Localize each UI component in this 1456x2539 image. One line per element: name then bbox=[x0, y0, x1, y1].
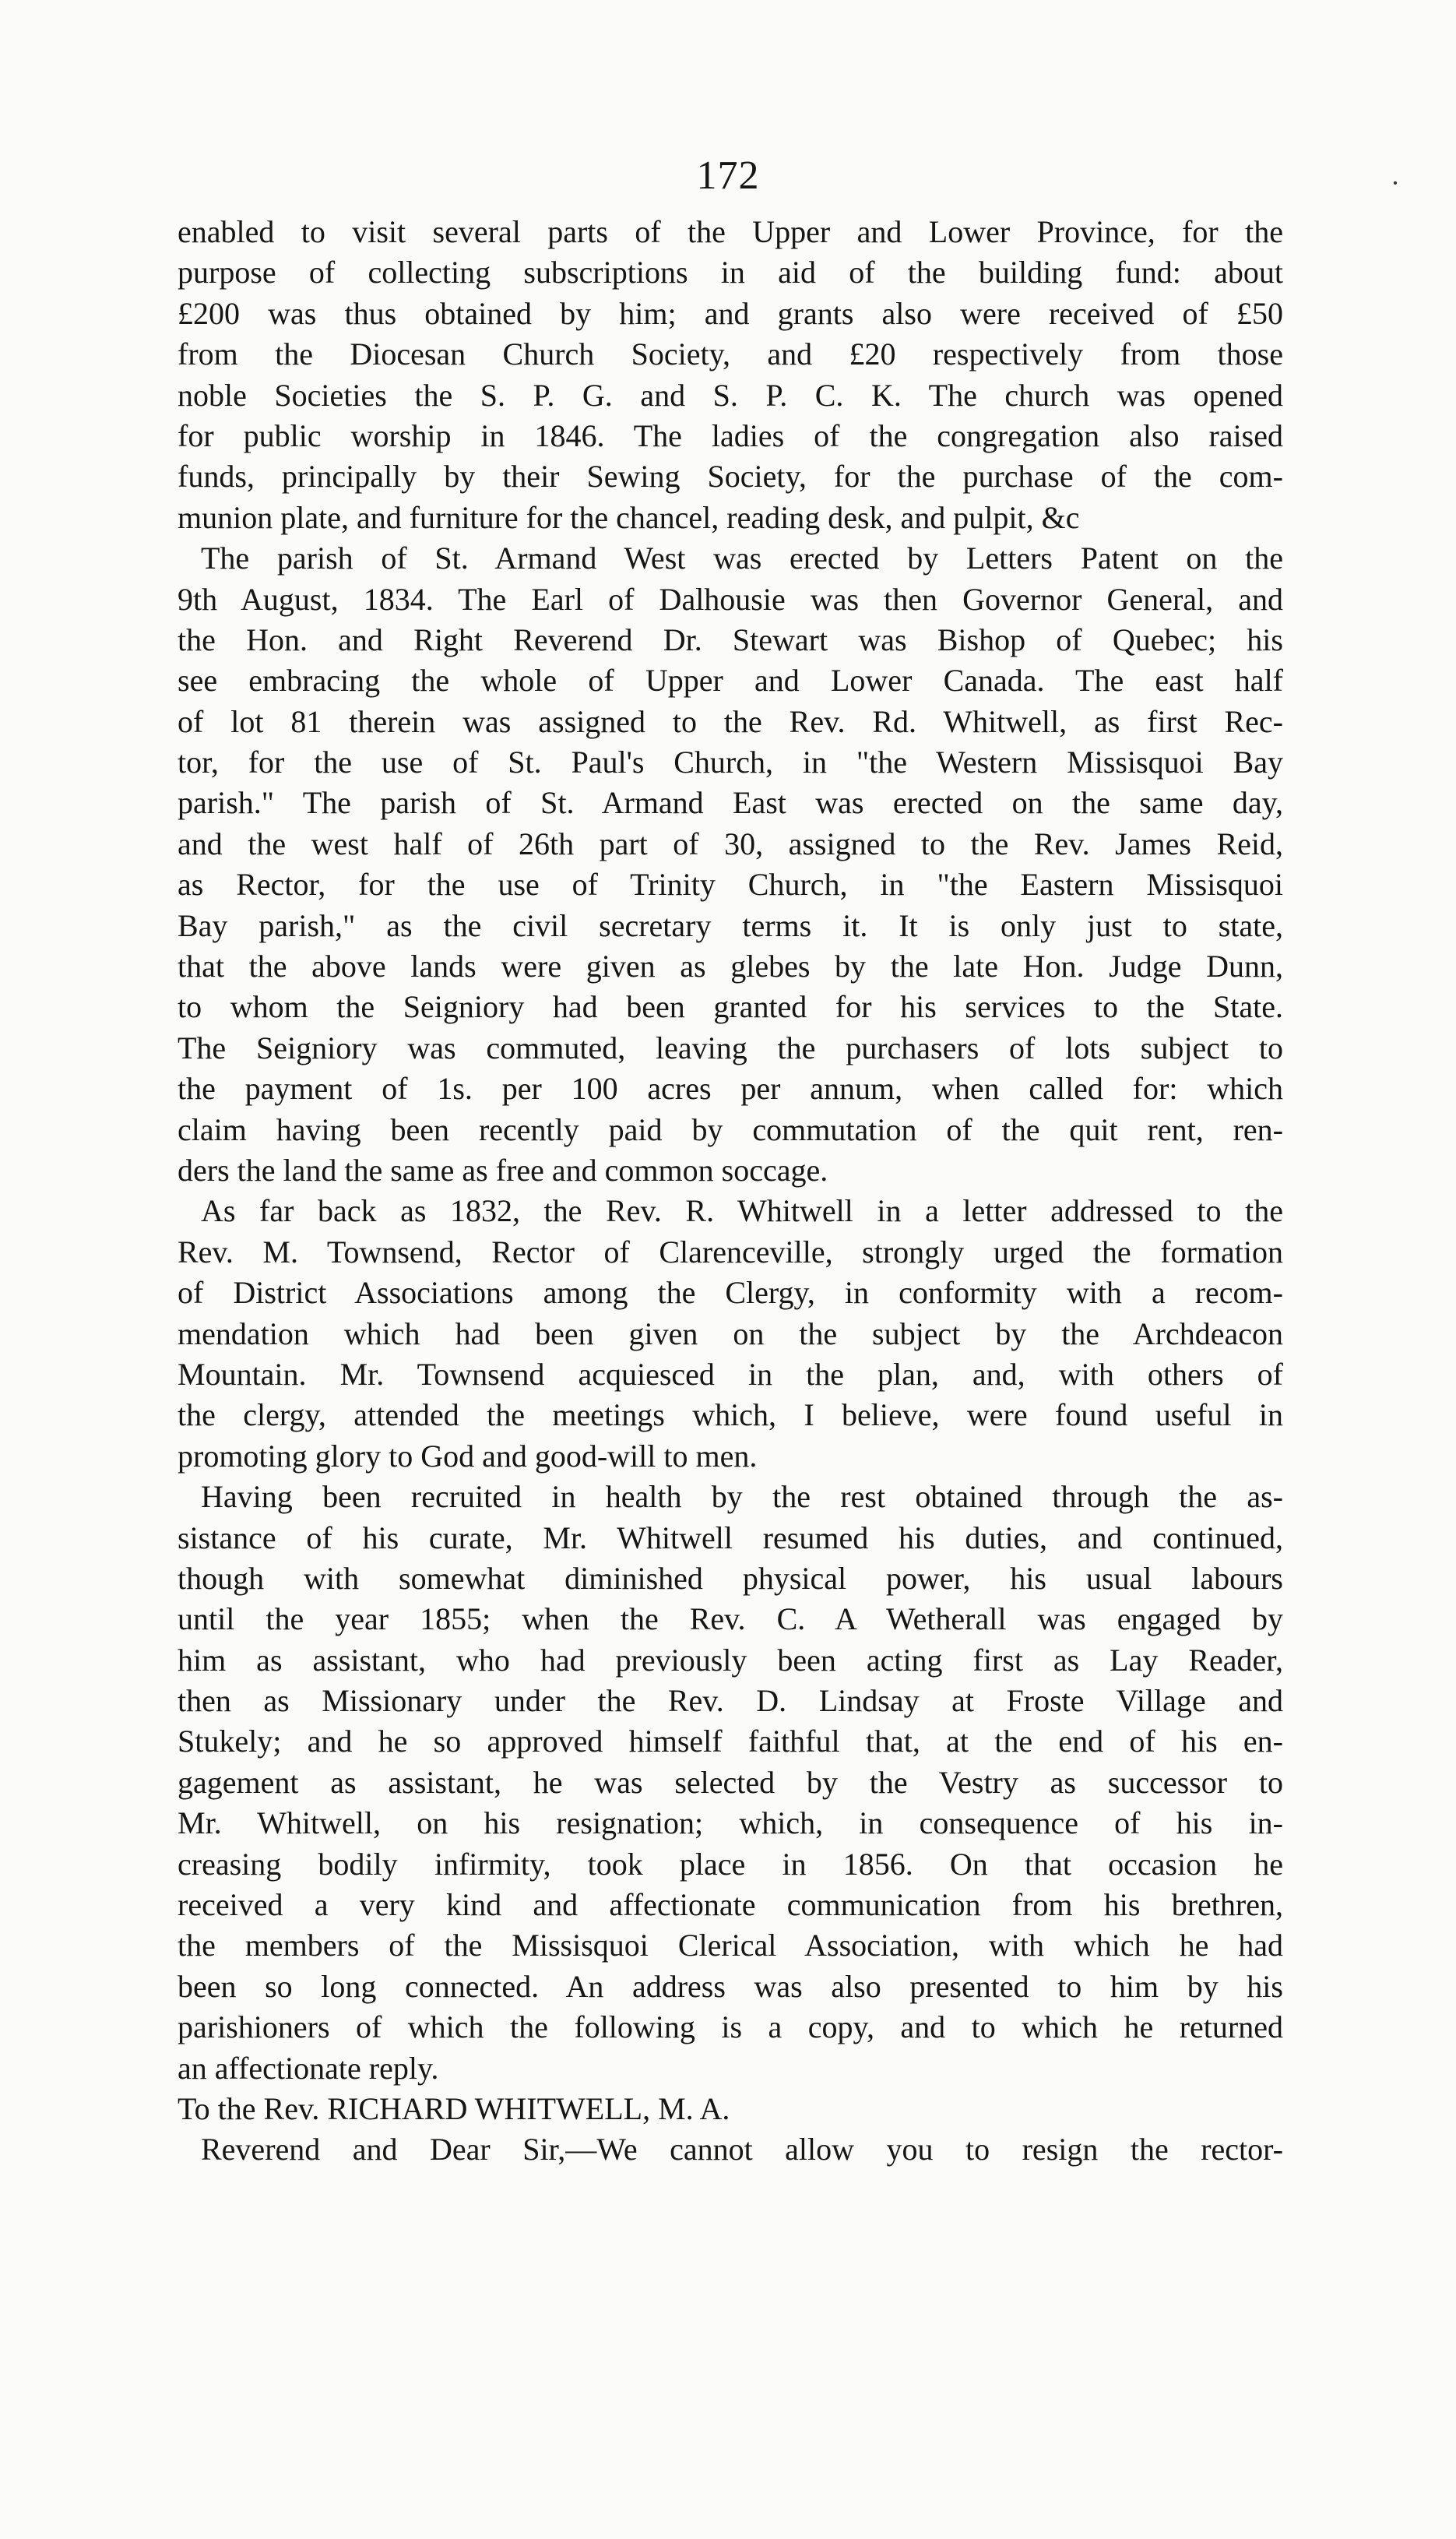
text-line: Reverend and Dear Sir,—We cannot allow you to resign the rector- bbox=[201, 2132, 1283, 2167]
text-line: Having been recruited in health by the rest obtained through the as- bbox=[201, 1479, 1283, 1515]
text-line: Rev. M. Townsend, Rector of Clarenceville, strongly urged the formation bbox=[178, 1234, 1283, 1270]
text-line: for public worship in 1846. The ladies of the congregation also raised bbox=[178, 417, 1283, 453]
page-number: 172 bbox=[696, 153, 760, 198]
text-line: claim having been recently paid by commutation of the quit rent, ren- bbox=[178, 1111, 1283, 1147]
text-line: As far back as 1832, the Rev. R. Whitwell in a letter addressed to the bbox=[201, 1193, 1283, 1229]
text-line: To the Rev. RICHARD WHITWELL, M. A. bbox=[178, 2090, 730, 2126]
margin-speck: · bbox=[1391, 167, 1400, 199]
text-line: an affectionate reply. bbox=[178, 2050, 439, 2086]
text-line: mendation which had been given on the subject by the Archdeacon bbox=[178, 1315, 1283, 1351]
text-line: noble Societies the S. P. G. and S. P. C. K. The church was opened bbox=[178, 377, 1283, 413]
text-line: enabled to visit several parts of the Upper and Lower Province, for the bbox=[178, 214, 1283, 249]
text-line: though with somewhat diminished physical power, his usual labours bbox=[178, 1560, 1283, 1596]
text-line: the Hon. and Right Reverend Dr. Stewart was Bishop of Quebec; his bbox=[178, 622, 1283, 657]
text-line: purpose of collecting subscriptions in aid of the building fund: about bbox=[178, 255, 1283, 291]
text-line: 9th August, 1834. The Earl of Dalhousie was then Governor General, and bbox=[178, 581, 1283, 617]
text-line: until the year 1855; when the Rev. C. A Wetherall was engaged by bbox=[178, 1601, 1283, 1637]
text-line: him as assistant, who had previously been acting first as Lay Reader, bbox=[178, 1642, 1283, 1678]
text-line: Mr. Whitwell, on his resignation; which, in consequence of his in- bbox=[178, 1805, 1283, 1841]
text-line: the payment of 1s. per 100 acres per annum, when called for: which bbox=[178, 1071, 1283, 1107]
text-line: and the west half of 26th part of 30, assigned to the Rev. James Reid, bbox=[178, 826, 1283, 861]
text-line: funds, principally by their Sewing Society, for the purchase of the com- bbox=[178, 459, 1283, 495]
text-line: as Rector, for the use of Trinity Church, in "the Eastern Missisquoi bbox=[178, 867, 1283, 903]
text-line: sistance of his curate, Mr. Whitwell resumed his duties, and continued, bbox=[178, 1520, 1283, 1555]
text-line: Bay parish," as the civil secretary terms it. It is only just to state, bbox=[178, 907, 1283, 943]
text-line: Mountain. Mr. Townsend acquiesced in the plan, and, with others of bbox=[178, 1356, 1283, 1392]
text-line: parishioners of which the following is a copy, and to which he returned bbox=[178, 2009, 1283, 2045]
text-line: that the above lands were given as glebes by the late Hon. Judge Dunn, bbox=[178, 949, 1283, 984]
text-line: ders the land the same as free and common soccage. bbox=[178, 1152, 828, 1188]
text-line: Stukely; and he so approved himself faithful that, at the end of his en- bbox=[178, 1724, 1283, 1759]
text-line: received a very kind and affectionate communication from his brethren, bbox=[178, 1887, 1283, 1923]
text-line: munion plate, and furniture for the chancel, reading desk, and pulpit, &c bbox=[178, 499, 1080, 535]
text-line: from the Diocesan Church Society, and £20 respectively from those bbox=[178, 336, 1283, 372]
text-line: tor, for the use of St. Paul's Church, in "the Western Missisquoi Bay bbox=[178, 745, 1283, 780]
text-line: creasing bodily infirmity, took place in 1856. On that occasion he bbox=[178, 1846, 1283, 1882]
text-line: been so long connected. An address was also presented to him by his bbox=[178, 1968, 1283, 2004]
text-line: the clergy, attended the meetings which, I believe, were found useful in bbox=[178, 1397, 1283, 1433]
text-line: the members of the Missisquoi Clerical Association, with which he had bbox=[178, 1928, 1283, 1963]
text-line: then as Missionary under the Rev. D. Lindsay at Froste Village and bbox=[178, 1683, 1283, 1719]
text-line: to whom the Seigniory had been granted for his services to the State. bbox=[178, 989, 1283, 1025]
text-line: of District Associations among the Clergy, in conformity with a recom- bbox=[178, 1275, 1283, 1311]
text-line: The parish of St. Armand West was erected by Letters Patent on the bbox=[201, 541, 1283, 576]
text-line: £200 was thus obtained by him; and grants also were received of £50 bbox=[178, 295, 1283, 331]
text-line: gagement as assistant, he was selected by the Vestry as successor to bbox=[178, 1764, 1283, 1800]
text-line: of lot 81 therein was assigned to the Rev. Rd. Whitwell, as first Rec- bbox=[178, 703, 1283, 739]
body-text bbox=[178, 212, 1283, 2171]
text-line: The Seigniory was commuted, leaving the purchasers of lots subject to bbox=[178, 1030, 1283, 1065]
text-line: promoting glory to God and good-will to men. bbox=[178, 1438, 758, 1474]
text-line: see embracing the whole of Upper and Lower Canada. The east half bbox=[178, 663, 1283, 699]
text-line: parish." The parish of St. Armand East was erected on the same day, bbox=[178, 785, 1283, 821]
